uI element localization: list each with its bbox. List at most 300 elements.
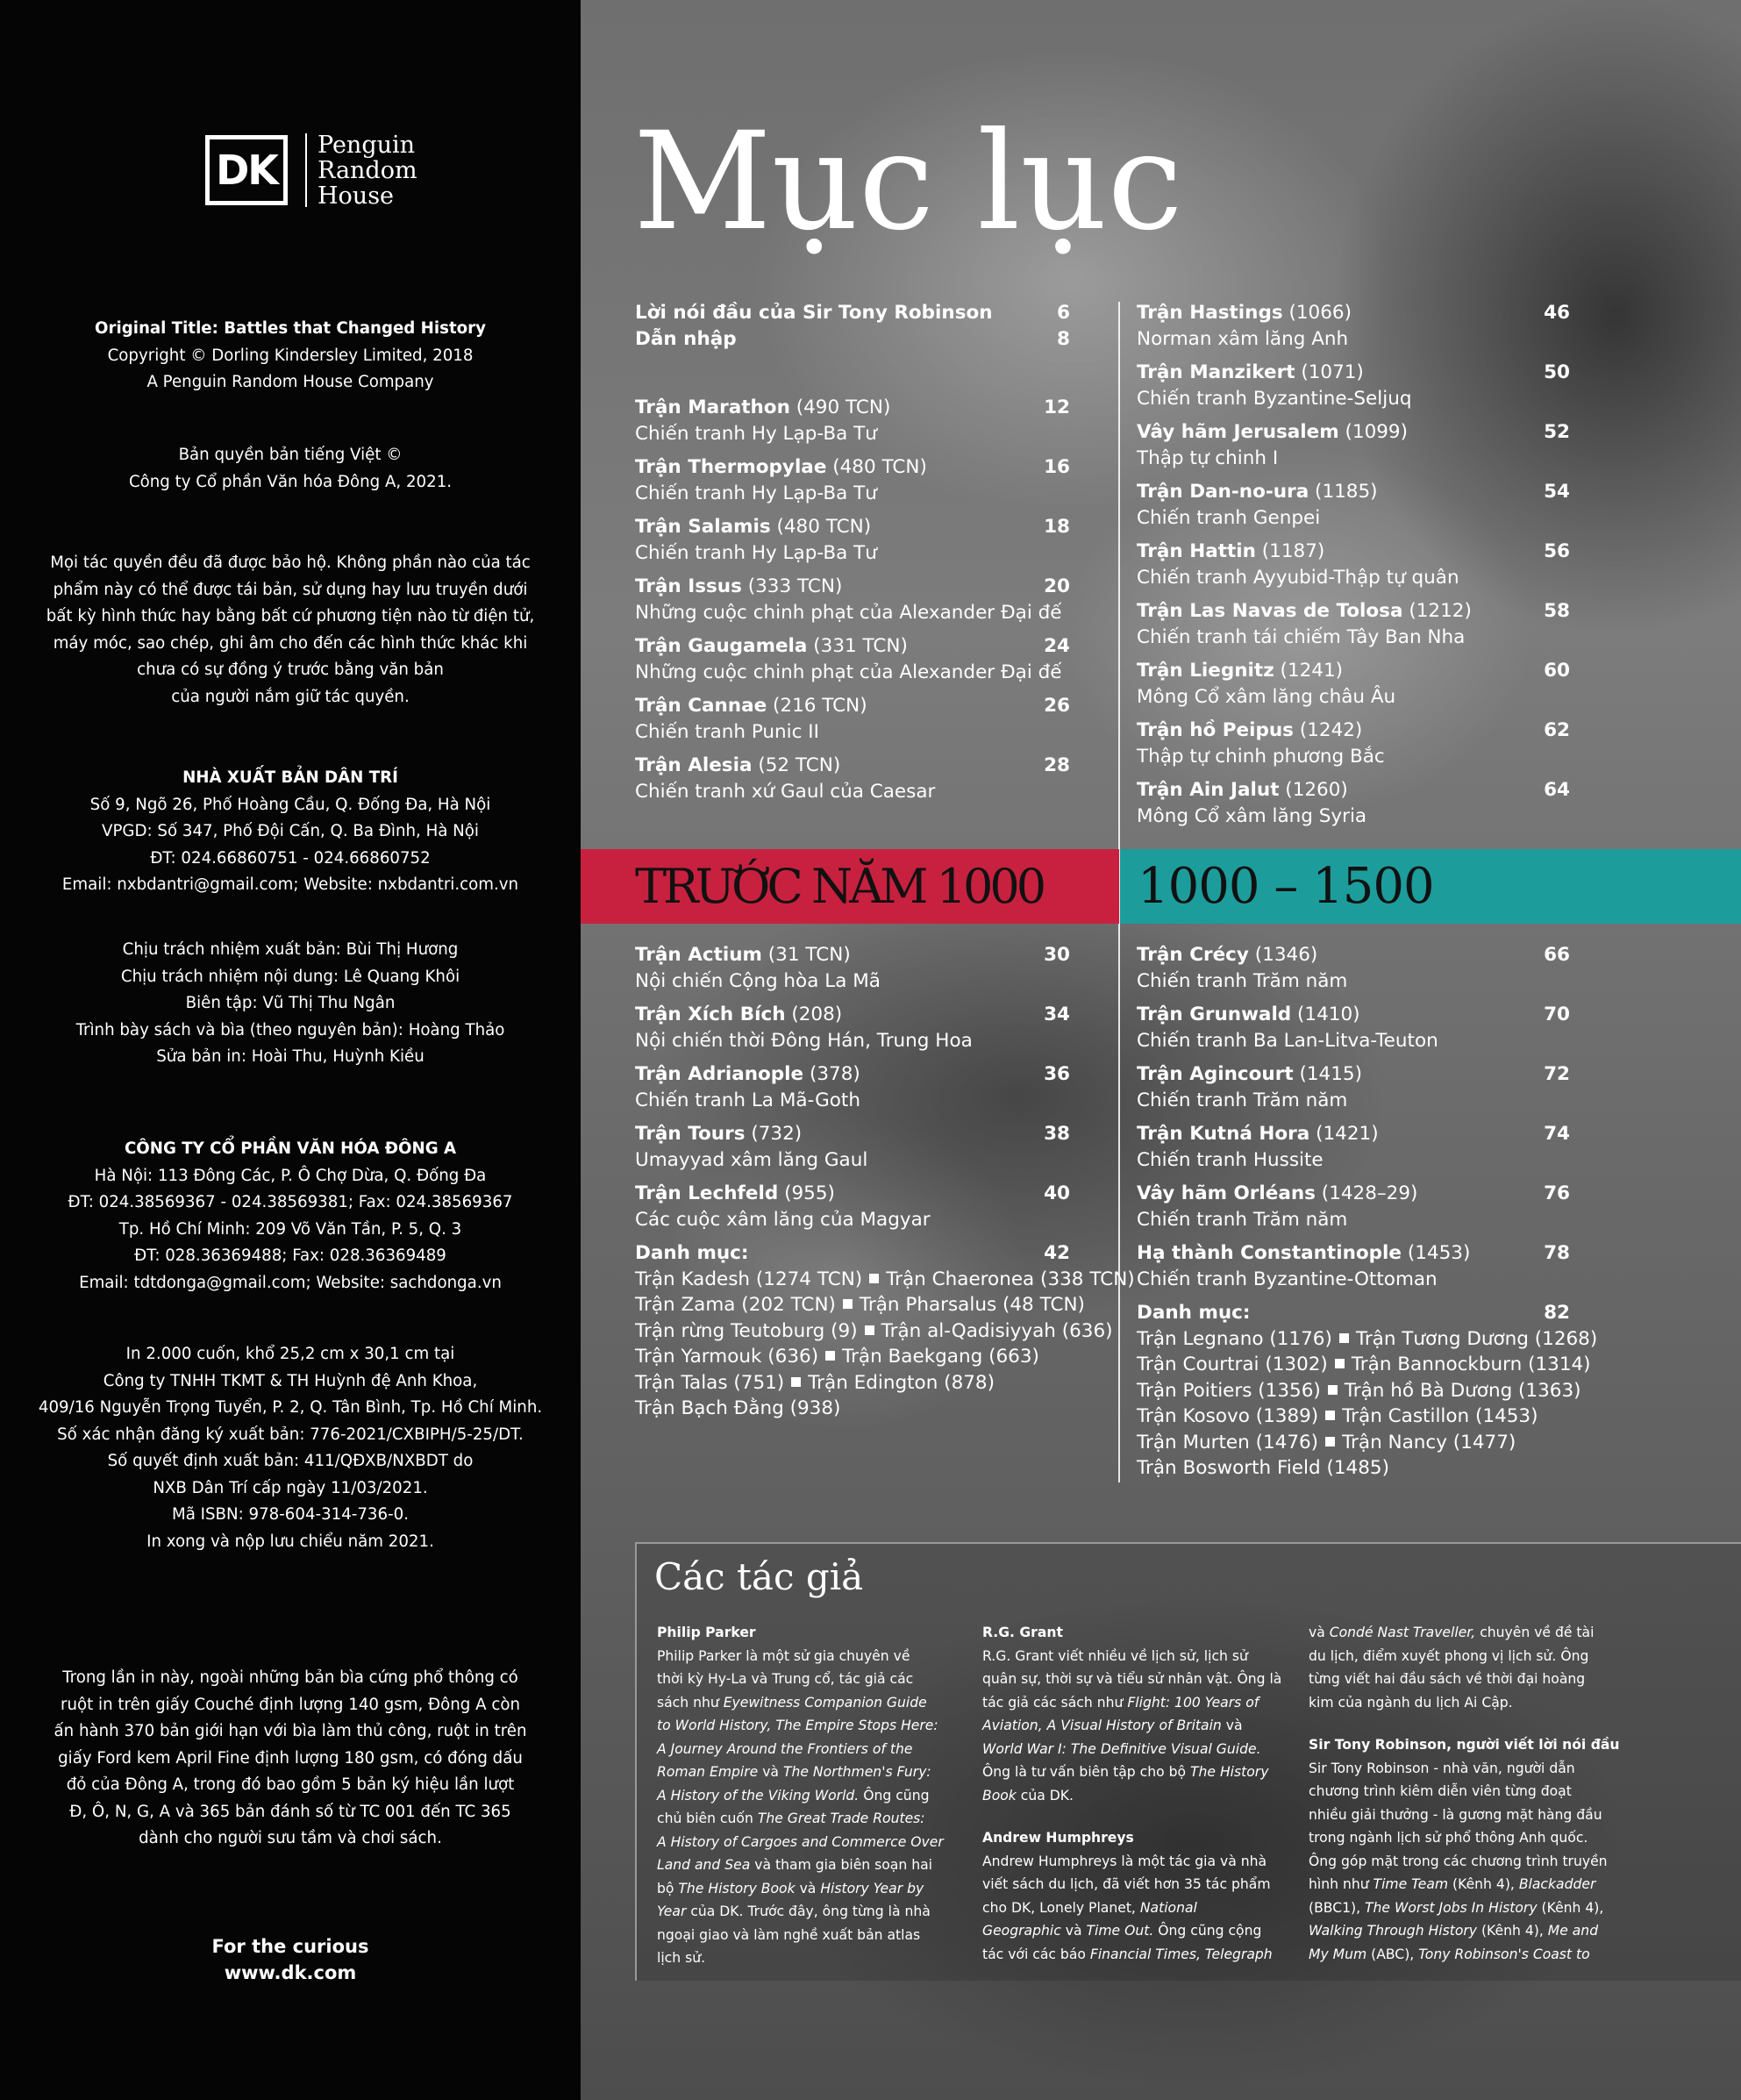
rights-block	[0, 550, 581, 711]
text-line: Số quyết định xuất bản: 411/QĐXB/NXBDT do	[107, 1452, 474, 1470]
entry-year: (955)	[778, 1182, 835, 1204]
misc-battle: Trận Talas (751)	[635, 1371, 785, 1394]
toc-entry[interactable]	[1137, 942, 1570, 994]
text-line: Trình bày sách và bìa (theo nguyên bản): Hoàng Thảo	[75, 1020, 505, 1039]
entry-year: (1421)	[1309, 1123, 1379, 1145]
misc-battle: Trận Baekgang (663)	[842, 1346, 1039, 1368]
entry-year: (480 TCN)	[826, 456, 927, 478]
entry-title: Trận Salamis	[635, 516, 771, 538]
bio-line	[1309, 1621, 1614, 1645]
bio-text: (BBC1),	[1309, 1899, 1366, 1916]
bio-text: cho DK, Lonely Planet,	[982, 1899, 1140, 1916]
entry-year: (333 TCN)	[741, 575, 843, 597]
text-line: Biên tập: Vũ Thị Thu Ngân	[185, 994, 396, 1012]
bio-line: kim của ngành du lịch Ai Cập.	[1309, 1694, 1513, 1711]
toc-column-2-bottom	[1137, 942, 1598, 1482]
show-title: My Mum	[1309, 1946, 1367, 1962]
authors-title: Các tác giả	[654, 1555, 864, 1598]
show-title: The Worst Jobs In History	[1365, 1899, 1538, 1916]
entry-year: (1099)	[1338, 421, 1408, 443]
book-title: Year	[657, 1904, 687, 1919]
page-number: 16	[1044, 456, 1070, 478]
text-line: Tp. Hồ Chí Minh: 209 Võ Văn Tần, P. 5, Q. 3	[118, 1219, 462, 1239]
bio-line: quân sự, thời sự và tiểu sử nhân vật. Ông là	[982, 1671, 1282, 1687]
entry-title: Vây hãm Orléans	[1137, 1182, 1316, 1204]
bio-text: tác giả các sách như	[982, 1694, 1128, 1711]
text-line: ruột in trên giấy Couché định lượng 140 gsm, Đông A còn	[61, 1695, 520, 1714]
bio-text: và	[1060, 1923, 1087, 1939]
bio-text: và	[758, 1764, 783, 1780]
publisher-block	[0, 765, 581, 899]
text-line: ĐT: 028.36369488; Fax: 028.36369489	[134, 1246, 446, 1265]
entry-year: (1066)	[1282, 302, 1352, 324]
toc-entry[interactable]	[1137, 658, 1570, 710]
entry-title: Trận Liegnitz	[1137, 660, 1274, 682]
entry-title: Vây hãm Jerusalem	[1137, 421, 1339, 443]
toc-entry[interactable]	[635, 574, 1070, 625]
text-line: Email: nxbdantri@gmail.com; Website: nxbdantri.com.vn	[61, 875, 519, 894]
text-line: dành cho người sưu tầm và chơi sách.	[139, 1829, 442, 1847]
entry-subtitle: Chiến tranh Punic II	[635, 720, 819, 743]
toc-entry[interactable]	[635, 1061, 1070, 1113]
toc-entry[interactable]	[635, 395, 1070, 446]
toc-entry[interactable]	[635, 942, 1070, 994]
page-number: 24	[1044, 635, 1070, 657]
misc-line	[635, 1370, 1070, 1396]
entry-subtitle: Chiến tranh Trăm năm	[1137, 1089, 1348, 1111]
page-number: 28	[1044, 754, 1070, 776]
page-number: 50	[1544, 361, 1570, 383]
page-number: 82	[1544, 1302, 1570, 1324]
toc-entry[interactable]	[1137, 539, 1570, 590]
text-line: ấn hành 370 bản giới hạn với bìa làm thủ công, ruột in trên	[54, 1722, 527, 1740]
toc-entry[interactable]	[635, 326, 1070, 353]
bio-line: Andrew Humphreys là một tác gia và nhà	[982, 1853, 1267, 1869]
toc-entry[interactable]	[635, 693, 1070, 745]
bio-text: và	[795, 1880, 821, 1896]
page-number: 8	[1057, 327, 1070, 350]
toc-entry[interactable]	[635, 300, 1070, 326]
page-title: Mục lục	[633, 104, 1183, 261]
entry-subtitle: Umayyad xâm lăng Gaul	[635, 1148, 868, 1171]
misc-title: Danh mục:	[1137, 1302, 1251, 1324]
book-title: Flight: 100 Years of	[1127, 1694, 1259, 1711]
entry-title: Trận Thermopylae	[635, 456, 827, 478]
misc-title: Danh mục:	[635, 1242, 749, 1264]
entry-subtitle: Chiến tranh Byzantine-Seljuq	[1137, 387, 1412, 410]
misc-battle: Trận Edington (878)	[808, 1371, 995, 1394]
toc-entry[interactable]	[635, 633, 1070, 685]
bio-line	[1309, 1919, 1614, 1943]
toc-entry[interactable]	[635, 1121, 1070, 1173]
page-number: 54	[1544, 481, 1570, 503]
entry-year: (378)	[803, 1063, 860, 1085]
text-line: Bản quyền bản tiếng Việt ©	[178, 446, 403, 464]
book-title: Condé Nast Traveller,	[1329, 1625, 1476, 1640]
entry-year: (1410)	[1291, 1004, 1360, 1025]
credits-block	[0, 937, 581, 1071]
entry-subtitle: Những cuộc chinh phạt của Alexander Đại đế	[635, 601, 1062, 624]
entry-year: (732)	[745, 1123, 803, 1145]
bio-line	[657, 1714, 962, 1738]
entry-subtitle: Chiến tranh tái chiếm Tây Ban Nha	[1137, 625, 1466, 648]
text-line: Mã ISBN: 978-604-314-736-0.	[172, 1505, 409, 1524]
page-number: 76	[1544, 1182, 1570, 1204]
misc-battle: Trận Poitiers (1356)	[1137, 1379, 1321, 1402]
bio-line	[657, 1761, 962, 1784]
entry-year: (1260)	[1279, 779, 1348, 801]
misc-entry[interactable]	[635, 1240, 1070, 1267]
toc-entry[interactable]	[1137, 1121, 1570, 1173]
page-number: 38	[1044, 1123, 1070, 1145]
toc-entry[interactable]	[635, 514, 1070, 566]
page-number: 78	[1544, 1242, 1570, 1264]
bio-line: lịch sử.	[657, 1950, 706, 1966]
bio-line	[657, 1854, 962, 1877]
text-line: Số xác nhận đăng ký xuất bản: 776-2021/CXBIPH/5-25/DT.	[57, 1425, 524, 1444]
misc-battle: Trận Courtrai (1302)	[1137, 1354, 1328, 1375]
entry-subtitle: Norman xâm lăng Anh	[1137, 327, 1349, 350]
book-title: World War I: The Definitive Visual Guide.	[982, 1740, 1261, 1757]
bio-text: và	[1309, 1625, 1330, 1640]
toc-entry[interactable]	[1137, 300, 1570, 352]
book-title: Aviation, A Visual History of Britain	[982, 1718, 1222, 1733]
book-title: History Year by	[820, 1880, 924, 1896]
toc-entry[interactable]	[635, 1181, 1070, 1232]
entry-title: Hạ thành Constantinople	[1137, 1242, 1402, 1264]
entry-title: Trận Manzikert	[1137, 361, 1295, 383]
bio-line	[657, 1738, 962, 1761]
entry-year: (490 TCN)	[789, 396, 891, 418]
page-number: 56	[1544, 540, 1570, 562]
bio-line	[982, 1714, 1288, 1738]
entry-year: (1212)	[1402, 600, 1472, 622]
toc-entry[interactable]	[1137, 1002, 1570, 1054]
bio-line	[657, 1807, 962, 1831]
entry-subtitle: Chiến tranh Hussite	[1137, 1148, 1324, 1171]
book-title: National	[1139, 1899, 1197, 1916]
text-line: 409/16 Nguyễn Trọng Tuyển, P. 2, Q. Tân Bình, Tp. Hồ Chí Minh.	[38, 1398, 543, 1417]
square-bullet-icon	[843, 1299, 853, 1309]
bio-line: Philip Parker là một sử gia chuyên về	[657, 1647, 910, 1664]
page-number: 64	[1544, 779, 1570, 801]
misc-battle: Trận al-Qadisiyyah (636)	[881, 1319, 1113, 1342]
website: www.dk.com	[224, 1962, 357, 1983]
bio-line	[982, 1738, 1288, 1761]
misc-battle: Trận Tương Dương (1268)	[1355, 1327, 1598, 1350]
bio-text: và	[1221, 1718, 1243, 1733]
bio-line	[657, 1900, 962, 1924]
page-number: 62	[1544, 719, 1570, 741]
entry-year: (216 TCN)	[767, 695, 867, 717]
entry-subtitle: Chiến tranh xứ Gaul của Caesar	[635, 780, 936, 803]
square-bullet-icon	[869, 1274, 879, 1283]
bio-line: du lịch, điểm xuyết phong vị lịch sử. Ông	[1309, 1647, 1589, 1664]
page-number: 74	[1544, 1123, 1570, 1145]
entry-title: Trận Actium	[635, 944, 762, 966]
entry-year: (1185)	[1309, 481, 1378, 503]
page-number: 52	[1544, 421, 1570, 443]
toc-entry[interactable]	[635, 454, 1070, 506]
author-name: Sir Tony Robinson, người viết lời nói đầu	[1309, 1737, 1620, 1753]
bio-line	[1309, 1896, 1614, 1920]
page-number: 58	[1544, 600, 1570, 622]
square-bullet-icon	[1325, 1437, 1335, 1446]
page-number: 12	[1044, 396, 1070, 418]
entry-title: Trận Crécy	[1137, 944, 1249, 966]
entry-subtitle: Nội chiến thời Đông Hán, Trung Hoa	[635, 1029, 973, 1052]
text-line: chưa có sự đồng ý trước bằng văn bản	[137, 661, 444, 679]
entry-year: (52 TCN)	[752, 754, 841, 776]
toc-entry[interactable]	[1137, 1181, 1570, 1232]
text-line: Chịu trách nhiệm xuất bản: Bùi Thị Hương	[122, 940, 459, 959]
entry-subtitle: Chiến tranh Hy Lạp-Ba Tư	[635, 541, 877, 564]
square-bullet-icon	[1328, 1385, 1338, 1395]
toc-entry[interactable]	[1137, 419, 1570, 471]
entry-title: Lời nói đầu của Sir Tony Robinson	[635, 302, 993, 324]
book-title: Eyewitness Companion Guide	[723, 1694, 927, 1711]
wordmark-line: House	[318, 182, 395, 210]
section-band-before-1000: TRƯỚC NĂM 1000	[581, 849, 1119, 924]
bio-text: Ông cũng cộng	[1153, 1923, 1262, 1939]
square-bullet-icon	[1339, 1333, 1349, 1343]
page-number: 40	[1044, 1182, 1070, 1204]
bio-line	[657, 1691, 962, 1715]
bio-line: chương trình kiêm diễn viên từng đoạt	[1309, 1783, 1572, 1799]
entry-title: Trận Adrianople	[635, 1063, 804, 1085]
bio-text: sách như	[657, 1694, 724, 1711]
entry-year: (1346)	[1248, 944, 1318, 966]
square-bullet-icon	[1325, 1411, 1335, 1420]
entry-subtitle: Nội chiến Cộng hòa La Mã	[635, 969, 881, 992]
misc-battle: Trận Nancy (1477)	[1342, 1431, 1516, 1454]
toc-column-2-top	[1137, 300, 1570, 837]
misc-battle: Trận Bosworth Field (1485)	[1137, 1457, 1389, 1479]
company-line: A Penguin Random House Company	[146, 373, 434, 391]
author-name: Philip Parker	[657, 1625, 756, 1640]
misc-line	[635, 1396, 1070, 1422]
bio-text: (Kênh 4),	[1537, 1899, 1604, 1916]
bio-text: Ông là tư vấn biên tập cho bộ	[982, 1764, 1190, 1780]
entry-year: (1415)	[1293, 1063, 1362, 1085]
bio-line: R.G. Grant viết nhiều về lịch sử, lịch sử	[982, 1647, 1248, 1664]
wordmark-line: Penguin	[318, 131, 416, 159]
text-line: ĐT: 024.38569367 - 024.38569381; Fax: 024.38569367	[68, 1193, 513, 1211]
bio-line: Ông góp mặt trong các chương trình truyền	[1309, 1853, 1608, 1869]
author-name: R.G. Grant	[982, 1625, 1063, 1640]
entry-subtitle: Mông Cổ xâm lăng châu Âu	[1137, 685, 1396, 708]
toc-entry[interactable]	[1137, 598, 1570, 650]
entry-year: (331 TCN)	[807, 635, 908, 657]
entry-title: Trận Gaugamela	[635, 635, 808, 657]
book-title: The Northmen's Fury:	[782, 1764, 931, 1780]
entry-subtitle: Chiến tranh Genpei	[1137, 506, 1321, 529]
misc-battle: Trận Castillon (1453)	[1342, 1405, 1538, 1427]
misc-battle: Trận Legnano (1176)	[1137, 1327, 1332, 1350]
entry-subtitle: Chiến tranh Ba Lan-Litva-Teuton	[1137, 1029, 1438, 1052]
dk-logo-box: DK	[205, 135, 288, 205]
entry-year: (480 TCN)	[770, 516, 872, 538]
book-title: A History of Cargoes and Commerce Over	[657, 1833, 944, 1850]
bio-line	[982, 1919, 1288, 1943]
entry-subtitle: Chiến tranh Hy Lạp-Ba Tư	[635, 422, 877, 445]
misc-line	[1137, 1455, 1570, 1482]
company-name: CÔNG TY CỔ PHẦN VĂN HÓA ĐÔNG A	[124, 1139, 457, 1158]
page-number: 70	[1544, 1004, 1570, 1025]
page-number: 72	[1544, 1063, 1570, 1085]
misc-battle: Trận Chaeronea (338 TCN)	[886, 1268, 1135, 1290]
entry-title: Trận Dan-no-ura	[1137, 481, 1309, 503]
entry-year: (208)	[785, 1004, 843, 1025]
text-line: Công ty TNHH TKMT & TH Huỳnh đệ Anh Khoa,	[103, 1371, 478, 1390]
toc-entry[interactable]	[1137, 777, 1570, 829]
book-title: The History	[1189, 1764, 1269, 1780]
page-number: 20	[1044, 575, 1070, 597]
page-number: 30	[1044, 944, 1070, 966]
book-title: to World History, The Empire Stops Here:	[657, 1718, 938, 1733]
show-title: Time Team	[1373, 1876, 1449, 1892]
tagline: For the curious	[211, 1936, 369, 1957]
bio-line: ngoại giao và làm nghề xuất bản atlas	[657, 1926, 921, 1943]
text-line: Chịu trách nhiệm nội dung: Lê Quang Khôi	[120, 967, 460, 986]
toc-entry[interactable]	[635, 1002, 1070, 1054]
vn-copyright-block	[0, 442, 581, 496]
publisher-name: NHÀ XUẤT BẢN DÂN TRÍ	[182, 768, 398, 787]
square-bullet-icon	[1335, 1359, 1345, 1368]
bio-line	[1309, 1873, 1614, 1896]
page-number: 18	[1044, 516, 1070, 538]
text-line: Trong lần in này, ngoài những bản bìa cứng phổ thông có	[62, 1668, 518, 1687]
penguin-random-house-wordmark	[318, 132, 417, 209]
misc-battle: Trận Bannockburn (1314)	[1351, 1354, 1591, 1375]
misc-battle: Trận hồ Bà Dương (1363)	[1344, 1379, 1581, 1402]
entry-subtitle: Thập tự chinh phương Bắc	[1137, 745, 1385, 768]
toc-entry[interactable]	[1137, 718, 1570, 769]
toc-entry[interactable]	[1137, 479, 1570, 531]
bio-line	[1309, 1943, 1614, 1967]
entry-title: Trận hồ Peipus	[1137, 719, 1294, 741]
misc-entry[interactable]	[1137, 1300, 1570, 1326]
entry-subtitle: Các cuộc xâm lăng của Magyar	[635, 1208, 931, 1231]
entry-subtitle: Mông Cổ xâm lăng Syria	[1137, 804, 1367, 827]
square-bullet-icon	[825, 1351, 835, 1361]
misc-battle: Trận Murten (1476)	[1137, 1431, 1319, 1454]
bio-line: viết sách du lịch, đã viết hơn 35 tác phẩm	[982, 1876, 1271, 1892]
page-number: 26	[1044, 695, 1070, 717]
bio-text: (Kênh 4),	[1448, 1876, 1519, 1892]
entry-title: Trận Lechfeld	[635, 1182, 779, 1204]
bio-line	[982, 1761, 1288, 1784]
misc-line	[635, 1344, 1070, 1370]
bio-text: chuyên về đề tài	[1475, 1625, 1595, 1640]
show-title: Walking Through History	[1309, 1923, 1478, 1939]
toc-entry[interactable]	[1137, 1061, 1570, 1113]
entry-title: Dẫn nhập	[635, 327, 737, 350]
entry-title: Trận Kutná Hora	[1137, 1123, 1310, 1145]
text-line: Đ, Ô, N, G, A và 365 bản đánh số từ TC 001 đến TC 365	[69, 1802, 511, 1821]
entry-title: Trận Marathon	[635, 396, 790, 418]
book-title: The History Book	[678, 1880, 796, 1896]
entry-title: Trận Las Navas de Tolosa	[1137, 600, 1403, 622]
text-line: của người nắm giữ tác quyền.	[171, 687, 410, 706]
entry-title: Trận Ain Jalut	[1137, 779, 1280, 801]
entry-year: (1071)	[1295, 361, 1364, 383]
misc-battle: Trận Pharsalus (48 TCN)	[859, 1294, 1085, 1316]
entry-subtitle: Chiến tranh Byzantine-Ottoman	[1137, 1268, 1438, 1290]
entry-title: Trận Grunwald	[1137, 1004, 1292, 1025]
entry-title: Trận Hastings	[1137, 302, 1283, 324]
bio-line: trong ngành lịch sử phổ thông Anh quốc.	[1309, 1830, 1588, 1846]
toc-column-1-top	[635, 300, 1070, 812]
book-title: Land and Sea	[657, 1857, 751, 1873]
bio-line	[982, 1896, 1288, 1920]
entry-subtitle: Chiến tranh Hy Lạp-Ba Tư	[635, 482, 877, 504]
original-title: Original Title: Battles that Changed History	[95, 319, 486, 338]
toc-entry[interactable]	[1137, 1240, 1570, 1292]
bio-line: nhiều giải thưởng - là gương mặt hàng đầu	[1309, 1806, 1602, 1823]
text-line: Sửa bản in: Hoài Thu, Huỳnh Kiều	[156, 1047, 425, 1066]
page-number: 34	[1044, 1004, 1070, 1025]
entry-subtitle: Chiến tranh Ayyubid-Thập tự quân	[1137, 566, 1459, 589]
author-rg-grant	[982, 1621, 1288, 1966]
footer-block	[0, 1933, 581, 1986]
bio-text: tác với các báo	[982, 1946, 1090, 1962]
spacer	[982, 1807, 1288, 1826]
logo-separator	[305, 133, 307, 207]
entry-title: Trận Cannae	[635, 695, 767, 717]
bio-text: của DK. Trước đây, ông từng là nhà	[686, 1904, 931, 1919]
entry-subtitle: Chiến tranh Trăm năm	[1137, 1208, 1348, 1231]
misc-line	[635, 1267, 1135, 1293]
page-number: 42	[1044, 1242, 1070, 1264]
bio-line: Sir Tony Robinson - nhà văn, người dẫn	[1309, 1760, 1575, 1776]
author-philip-parker	[657, 1621, 962, 1970]
bio-text: Ông cũng	[859, 1787, 930, 1804]
misc-battle: Trận Kadesh (1274 TCN)	[635, 1268, 863, 1290]
bio-line	[982, 1691, 1288, 1715]
entry-year: (1241)	[1274, 660, 1344, 682]
text-line: Công ty Cổ phần Văn hóa Đông A, 2021.	[128, 472, 453, 491]
bio-line: thời kỳ Hy-La và Trung cổ, tác giả các	[657, 1671, 914, 1687]
text-line: ĐT: 024.66860751 - 024.66860752	[150, 848, 431, 868]
entry-year: (1242)	[1293, 719, 1363, 741]
square-bullet-icon	[865, 1325, 874, 1335]
toc-entry[interactable]	[1137, 360, 1570, 411]
page-number: 36	[1044, 1063, 1070, 1085]
misc-battle: Trận rừng Teutoburg (9)	[635, 1319, 858, 1342]
section-band-1000-1500: 1000 – 1500	[1120, 849, 1741, 924]
entry-year: (1428–29)	[1315, 1182, 1418, 1204]
entry-title: Trận Xích Bích	[635, 1004, 786, 1025]
bio-text: chủ biên cuốn	[657, 1811, 758, 1826]
entry-subtitle: Chiến tranh La Mã-Goth	[635, 1089, 860, 1111]
edition-block	[0, 1665, 581, 1853]
text-line: In 2.000 cuốn, khổ 25,2 cm x 30,1 cm tại	[125, 1345, 455, 1363]
text-line: In xong và nộp lưu chiểu năm 2021.	[146, 1532, 434, 1551]
page-number: 46	[1544, 302, 1570, 324]
book-title: Geographic	[982, 1923, 1061, 1939]
text-line: Email: tdtdonga@gmail.com; Website: sachdonga.vn	[79, 1273, 502, 1292]
book-title: Book	[982, 1787, 1017, 1804]
text-line: Mọi tác quyền đều đã được bảo hộ. Không phần nào của tác	[50, 554, 531, 572]
toc-entry[interactable]	[635, 753, 1070, 804]
misc-line	[1137, 1326, 1598, 1353]
show-title: Me and	[1547, 1923, 1599, 1939]
entry-subtitle: Những cuộc chinh phạt của Alexander Đại đế	[635, 661, 1062, 683]
text-line: bất kỳ hình thức hay bằng bất cứ phương tiện nào từ điện tử,	[46, 607, 535, 625]
entry-year: (1453)	[1402, 1242, 1471, 1264]
bio-text: của DK.	[1016, 1787, 1074, 1804]
